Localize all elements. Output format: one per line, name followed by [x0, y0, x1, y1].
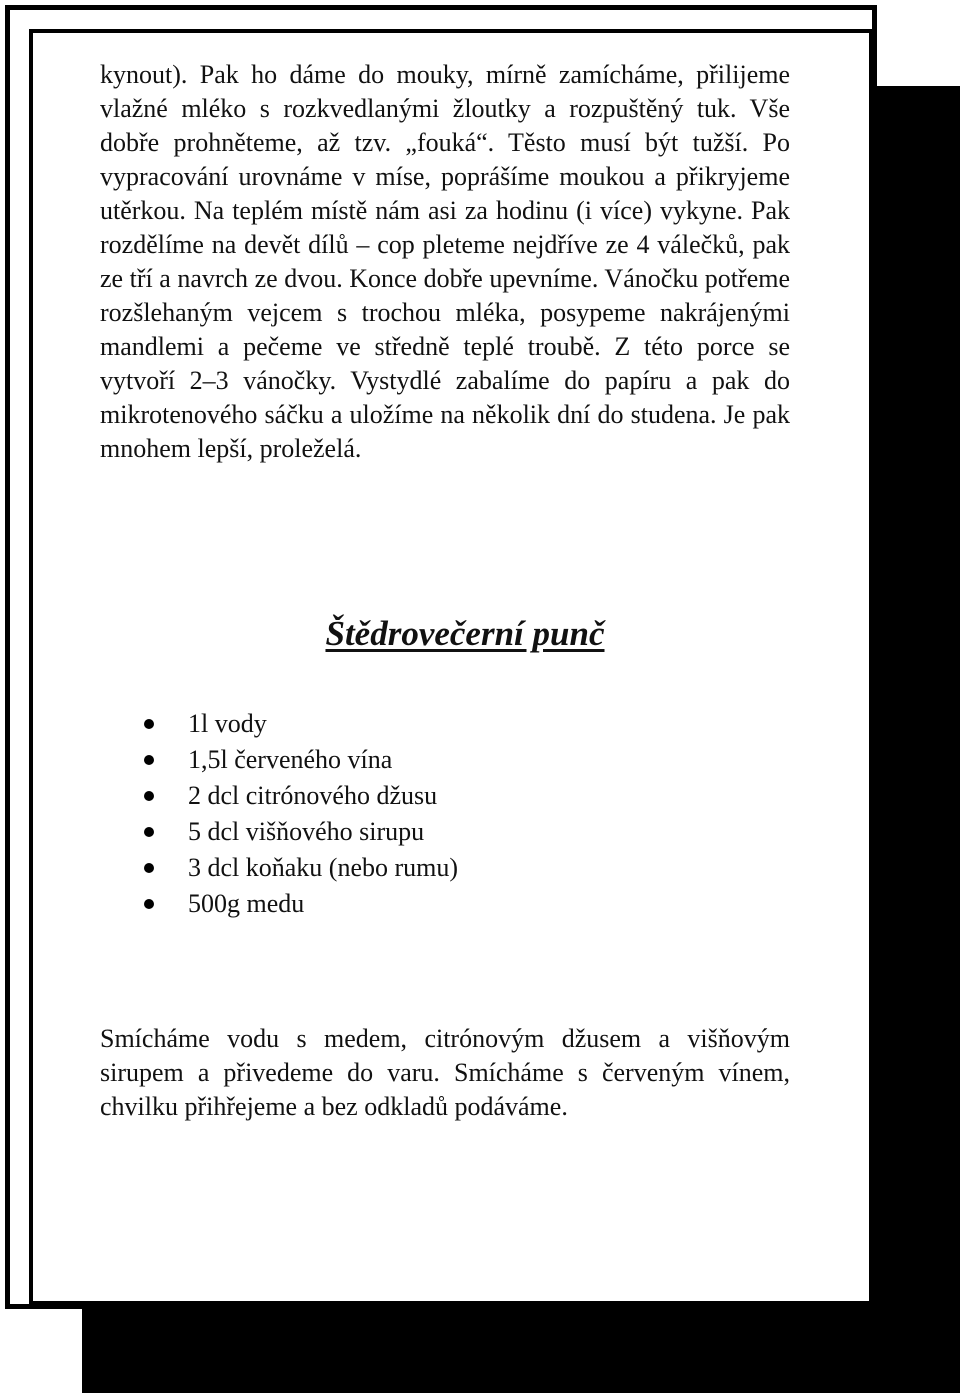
ingredient-item — [144, 850, 458, 886]
recipe-title: Štědrovečerní punč — [325, 614, 605, 653]
ingredient-item — [144, 742, 458, 778]
ingredient-text: 3 dcl koňaku (nebo rumu) — [188, 853, 459, 882]
ingredient-item — [144, 814, 458, 850]
ingredient-item — [144, 706, 458, 742]
bullet-icon — [144, 791, 154, 801]
ingredient-text: 5 dcl višňového sirupu — [188, 817, 425, 846]
ingredient-text: 1,5l červeného vína — [188, 745, 393, 774]
page-content — [100, 58, 790, 1121]
recipe-method-vanocka — [100, 58, 790, 466]
ingredient-text: 1l vody — [188, 709, 267, 738]
paragraph-punc: Smícháme vodu s medem, citrónovým džusem a višňovým sirupem a přivedeme do varu. Smícháme s červeným vínem, chvilku přihřejeme a bez odkladů podáváme. — [100, 1024, 790, 1121]
ingredient-list — [144, 706, 458, 922]
recipe-method-punc — [100, 1022, 790, 1124]
ingredient-item — [144, 778, 458, 814]
bullet-icon — [144, 719, 154, 729]
bullet-icon — [144, 863, 154, 873]
bullet-icon — [144, 755, 154, 765]
bullet-icon — [144, 899, 154, 909]
ingredient-text: 2 dcl citrónového džusu — [188, 781, 438, 810]
paragraph-vanocka: kynout). Pak ho dáme do mouky, mírně zamícháme, přilijeme vlažné mléko s rozkvedlanými žloutky a rozpuštěný tuk. Vše dobře prohněteme, až tzv. „fouká“. Těsto musí být tužší. Po vypracování urovnáme v míse, poprášíme moukou a přikryjeme utěrkou. Na teplém místě nám asi za hodinu (i více) vykyne. Pak rozdělíme na devět dílů – cop pleteme nejdříve ze 4 válečků, pak ze tří a navrch ze dvou. Konce dobře upevníme. Vánočku potřeme rozšlehaným vejcem s trochou mléka, posypeme nakrájenými mandlemi a pečeme ve středně teplé troubě. Z této porce se vytvoří 2–3 vánočky. Vystydlé zabalíme do papíru a pak do mikrotenového sáčku a uložíme na několik dní do studena. Je pak mnohem lepší, proleželá. — [100, 60, 790, 463]
ingredient-text: 500g medu — [188, 889, 305, 918]
ingredient-item — [144, 886, 458, 922]
bullet-icon — [144, 827, 154, 837]
